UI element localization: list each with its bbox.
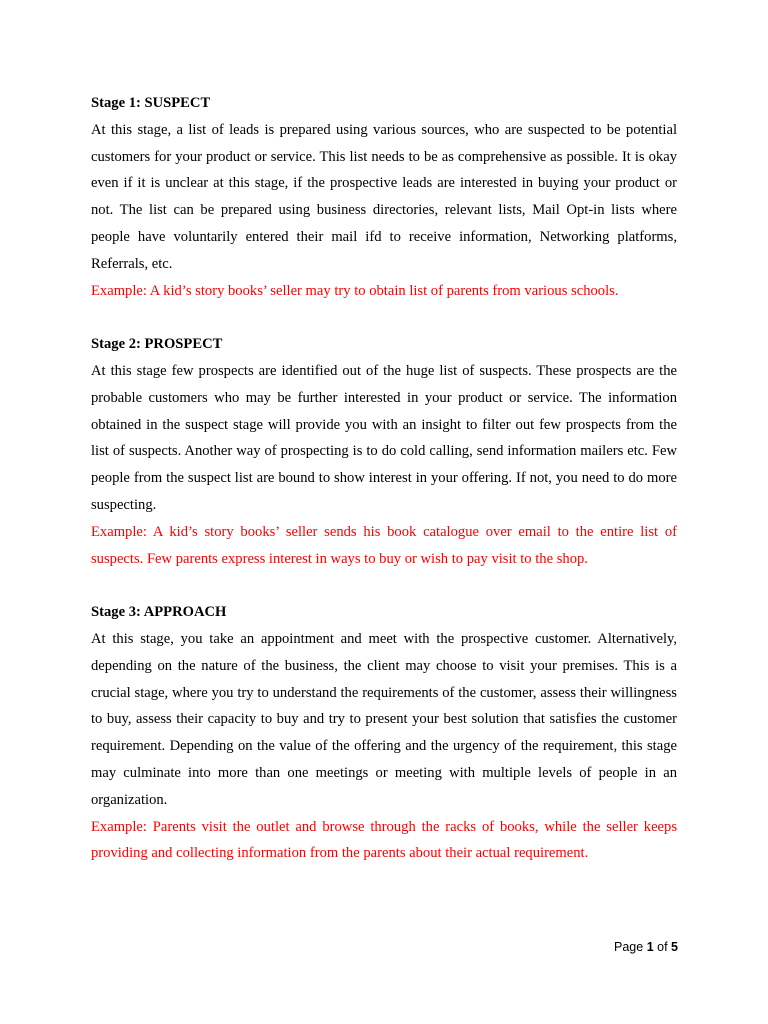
current-page-number: 1 (646, 940, 654, 954)
section-example: Example: A kid’s story books’ seller may try to obtain list of parents from various schools. (91, 282, 619, 299)
section-body: At this stage few prospects are identified out of the huge list of suspects. These prospects are the probable customers who may be further interested in your product or service. The information obtained in the suspect stage will provide you with an insight to filter out few prospects from the list of suspects. Another way of prospecting is to do cold calling, send information mailers etc. Few people from the suspect list are bound to show interest in your offering. If not, you need to do more suspecting. (91, 362, 677, 513)
of-word: of (657, 940, 668, 954)
section-heading: Stage 3: APPROACH (91, 604, 227, 621)
page-number-footer (614, 940, 678, 954)
section-body: At this stage, you take an appointment and meet with the prospective customer. Alternatively, depending on the nature of the business, the client may choose to visit your premises. This is a crucial stage, where you try to understand the requirements of the customer, assess their willingness to buy, assess their capacity to buy and try to present your best solution that satisfies the customer requirement. Depending on the value of the offering and the urgency of the requirement, this stage may culminate into more than one meetings or meeting with multiple levels of people in an organization. (91, 630, 677, 808)
section-example: Example: A kid’s story books’ seller sends his book catalogue over email to the entire list of suspects. Few parents express interest in ways to buy or wish to pay visit to the shop. (91, 523, 677, 567)
page-word: Page (614, 940, 644, 954)
section-stage-2 (91, 331, 677, 572)
section-heading: Stage 1: SUSPECT (91, 95, 211, 111)
document-content (91, 90, 677, 894)
section-heading: Stage 2: PROSPECT (91, 336, 223, 353)
total-pages-number: 5 (671, 940, 678, 954)
section-example: Example: Parents visit the outlet and browse through the racks of books, while the seller keeps providing and collecting information from the parents about their actual requirement. (91, 818, 677, 862)
section-body: At this stage, a list of leads is prepared using various sources, who are suspected to be potential customers for your product or service. This list needs to be as comprehensive as possible. It is okay even if it is unclear at this stage, if the prospective leads are interested in buying your product or not. The list can be prepared using business directories, relevant lists, Mail Opt-in lists where people have voluntarily entered their mail ifd to receive information, Networking platforms, Referrals, etc. (91, 121, 677, 272)
section-stage-3 (91, 599, 677, 867)
section-stage-1 (91, 90, 677, 304)
